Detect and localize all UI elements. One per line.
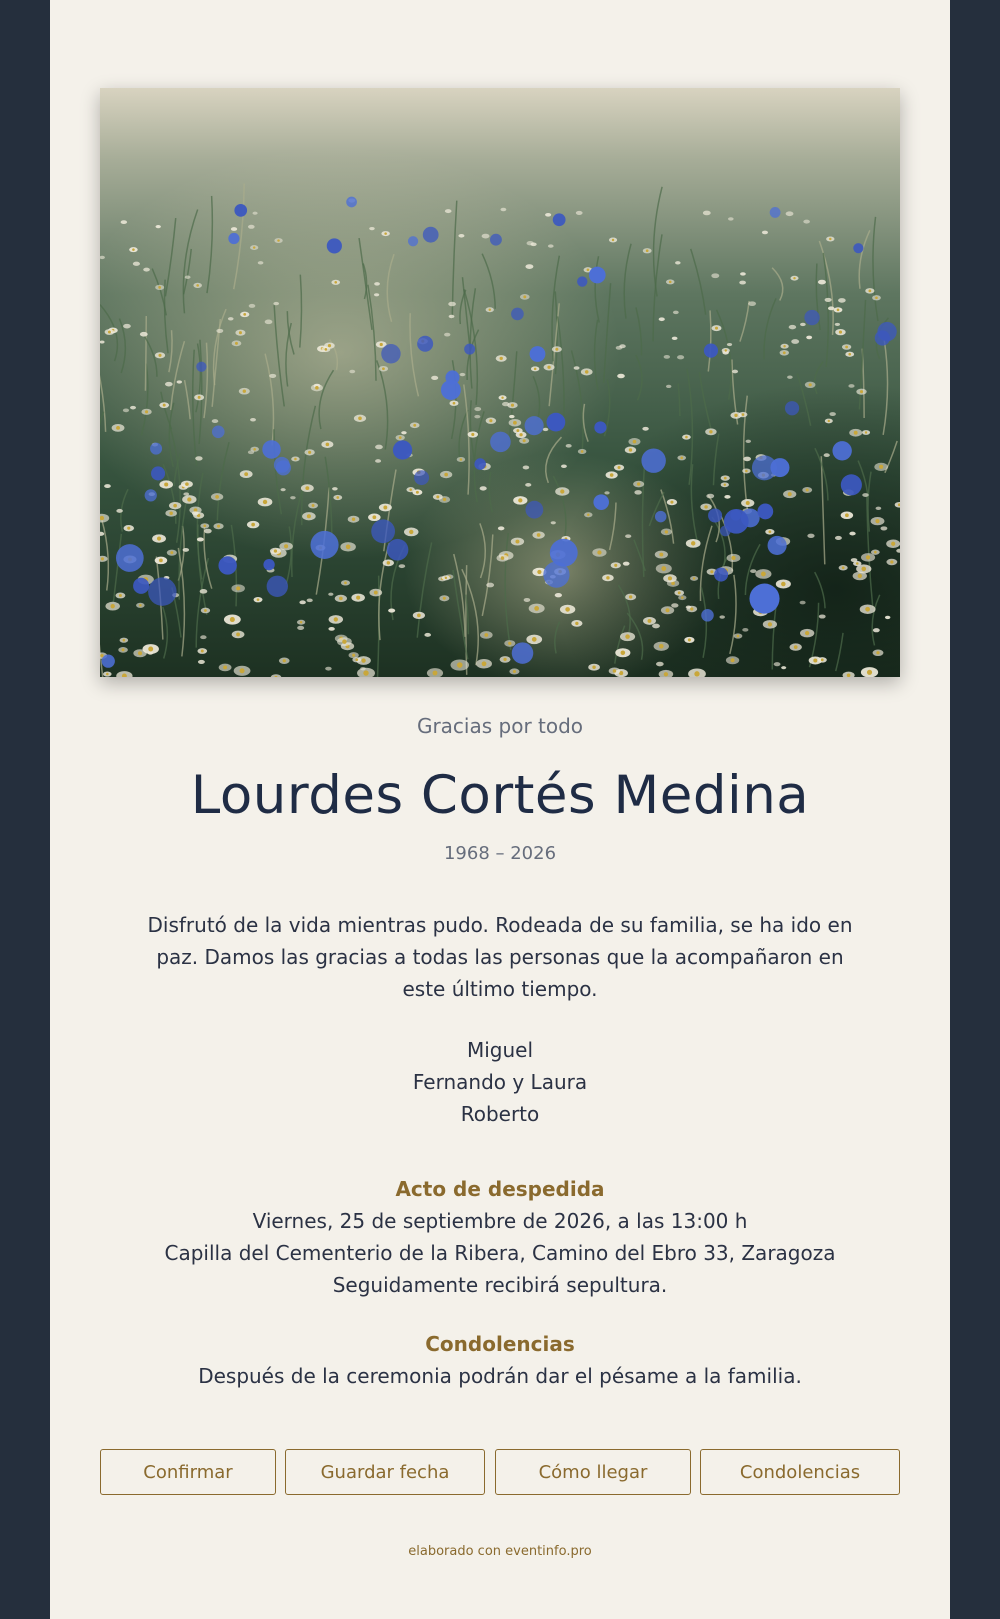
farewell-datetime: Viernes, 25 de septiembre de 2026, a las 13:00 h — [252, 1209, 748, 1233]
family-member: Roberto — [460, 1102, 540, 1126]
farewell-location: Capilla del Cementerio de la Ribera, Camino del Ebro 33, Zaragoza — [164, 1241, 836, 1265]
family-member: Miguel — [466, 1038, 534, 1062]
farewell-message — [140, 909, 860, 1005]
life-years: 1968 – 2026 — [443, 843, 557, 864]
family-list — [50, 1034, 950, 1130]
condolences-section — [50, 1328, 950, 1392]
family-member: Fernando y Laura — [412, 1070, 588, 1094]
save-date-button[interactable]: Guardar fecha — [285, 1449, 485, 1495]
deceased-name: Lourdes Cortés Medina — [190, 765, 810, 826]
condolences-text: Después de la ceremonia podrán dar el pésame a la familia. — [198, 1364, 802, 1388]
directions-button[interactable]: Cómo llegar — [495, 1449, 691, 1495]
memorial-card — [50, 0, 950, 1619]
footer-credit[interactable]: elaborado con eventinfo.pro — [408, 1544, 592, 1559]
farewell-note: Seguidamente recibirá sepultura. — [332, 1273, 668, 1297]
flower-field-photo — [100, 88, 900, 677]
condolences-heading: Condolencias — [425, 1332, 575, 1356]
subtitle: Gracias por todo — [416, 714, 584, 738]
condolences-button[interactable]: Condolencias — [700, 1449, 900, 1495]
farewell-heading: Acto de despedida — [395, 1177, 605, 1201]
action-buttons — [100, 1449, 900, 1497]
farewell-ceremony-section — [50, 1173, 950, 1301]
message-text: Disfrutó de la vida mientras pudo. Rodeada de su familia, se ha ido en paz. Damos las gracias a todas las personas que la acompañaron en este último tiempo. — [147, 913, 853, 1001]
confirm-button[interactable]: Confirmar — [100, 1449, 276, 1495]
